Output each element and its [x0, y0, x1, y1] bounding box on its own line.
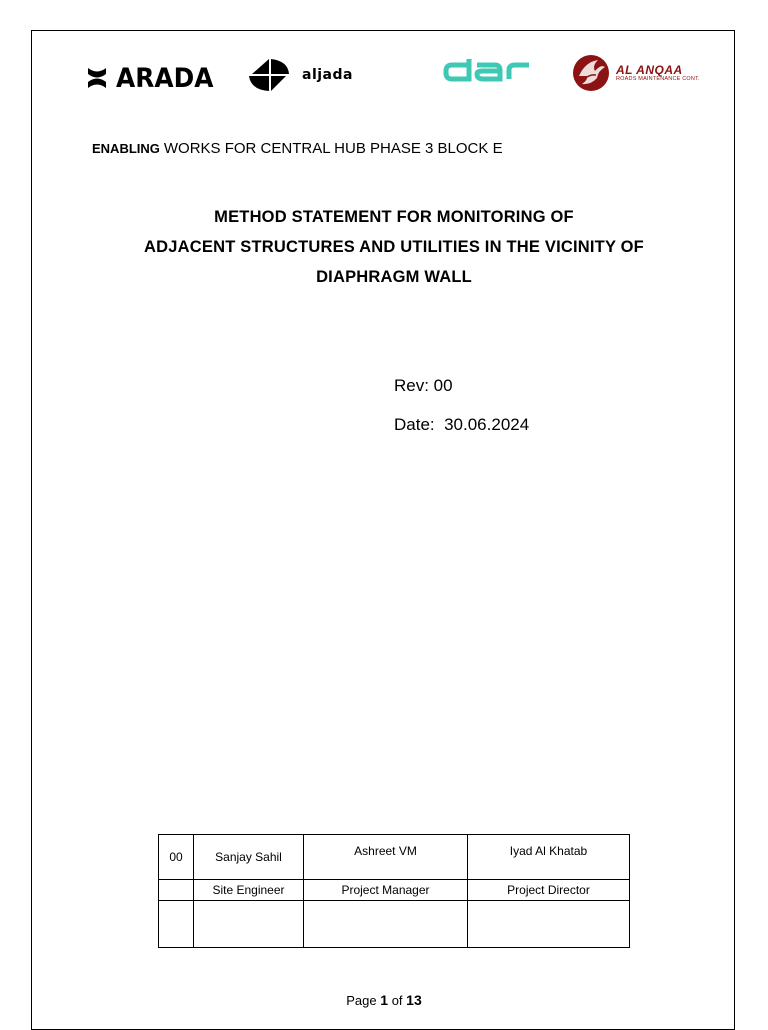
rev-number-cell: 00	[159, 835, 194, 880]
revision-date	[394, 415, 529, 435]
signature-row	[159, 901, 630, 948]
signature-cell	[194, 901, 304, 948]
signature-cell	[304, 901, 468, 948]
date-value: 30.06.2024	[444, 415, 530, 434]
al-anqaa-name: AL ANQAA	[616, 62, 683, 77]
current-page: 1	[380, 992, 389, 1008]
prepared-by-name: Sanjay Sahil	[194, 835, 304, 880]
empty-cell	[159, 901, 194, 948]
reviewed-by-name: Ashreet VM	[304, 835, 468, 880]
table-row	[159, 880, 630, 901]
arada-logo	[86, 58, 222, 98]
document-title-line-3: DIAPHRAGM WALL	[316, 268, 472, 286]
document-title-line-1: METHOD STATEMENT FOR MONITORING OF	[214, 208, 574, 226]
aljada-logo	[248, 58, 353, 92]
revision-number: Rev: 00	[394, 376, 453, 395]
project-title	[92, 140, 503, 157]
page-label: Page	[346, 993, 377, 1008]
dar-logo	[443, 56, 533, 91]
approved-by-role: Project Director	[468, 880, 630, 901]
document-title-line-2: ADJACENT STRUCTURES AND UTILITIES IN THE VICINITY OF	[144, 238, 644, 256]
aljada-logo-text: aljada	[302, 67, 353, 83]
al-anqaa-subtitle: ROADS MAINTENANCE CONT.	[616, 75, 700, 82]
aljada-mark-icon	[248, 58, 290, 92]
prepared-by-role: Site Engineer	[194, 880, 304, 901]
arada-mark-icon	[86, 65, 108, 91]
project-title-rest: WORKS FOR CENTRAL HUB PHASE 3 BLOCK E	[163, 140, 503, 157]
reviewed-by-role: Project Manager	[304, 880, 468, 901]
total-pages: 13	[406, 992, 422, 1008]
page-footer	[0, 992, 768, 1008]
of-label: of	[391, 993, 403, 1008]
signature-table	[158, 834, 630, 948]
empty-cell	[159, 880, 194, 901]
signature-cell	[468, 901, 630, 948]
arada-logo-text: ARADA	[116, 62, 214, 94]
date-label: Date:	[394, 415, 435, 434]
approved-by-name: Iyad Al Khatab	[468, 835, 630, 880]
phoenix-icon	[571, 54, 611, 92]
dar-logo-mark	[443, 56, 533, 86]
al-anqaa-logo	[571, 54, 700, 92]
dar-logo-text: dar	[443, 85, 445, 86]
table-row	[159, 835, 630, 880]
project-title-prefix: ENABLING	[92, 141, 160, 156]
